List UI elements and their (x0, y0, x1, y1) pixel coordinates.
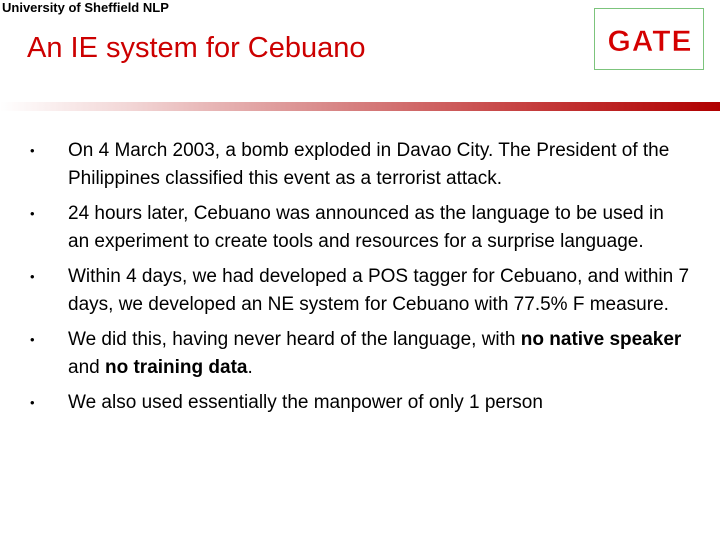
bullet-emphasis: no training data (104, 357, 248, 378)
bullet-emphasis: no native speaker (520, 329, 682, 350)
bullet-marker: • (30, 143, 35, 158)
bullet-marker: • (30, 206, 35, 221)
bullet-item (30, 200, 690, 256)
bullet-item (30, 389, 690, 417)
bullet-item (30, 263, 690, 319)
bullet-marker: • (30, 395, 35, 410)
bullet-text-part: We did this, having never heard of the language, with (68, 329, 521, 350)
bullet-text: We also used essentially the manpower of only 1 person (68, 392, 543, 413)
gate-logo-graphic (595, 9, 705, 71)
bullet-text-part: and (68, 357, 105, 378)
bullet-text: Within 4 days, we had developed a POS tagger for Cebuano, and within 7 days, we developed an NE system for Cebuano with 77.5% F measure. (68, 266, 690, 315)
slide-title: An IE system for Cebuano (27, 32, 366, 64)
gate-logo (594, 8, 704, 70)
bullet-list (30, 137, 690, 424)
bullet-text-part: . (247, 357, 253, 378)
bullet-text: On 4 March 2003, a bomb exploded in Davao City. The President of the Philippines classified this event as a terrorist attack. (68, 140, 670, 189)
bullet-marker: • (30, 269, 35, 284)
bullet-item (30, 326, 690, 382)
bullet-marker: • (30, 332, 35, 347)
bullet-text: 24 hours later, Cebuano was announced as the language to be used in an experiment to create tools and resources for a surprise language. (68, 203, 664, 252)
bullet-item (30, 137, 690, 193)
organization-label: University of Sheffield NLP (2, 0, 169, 15)
gate-logo-text: GATE (607, 25, 693, 58)
header-divider (0, 102, 720, 111)
